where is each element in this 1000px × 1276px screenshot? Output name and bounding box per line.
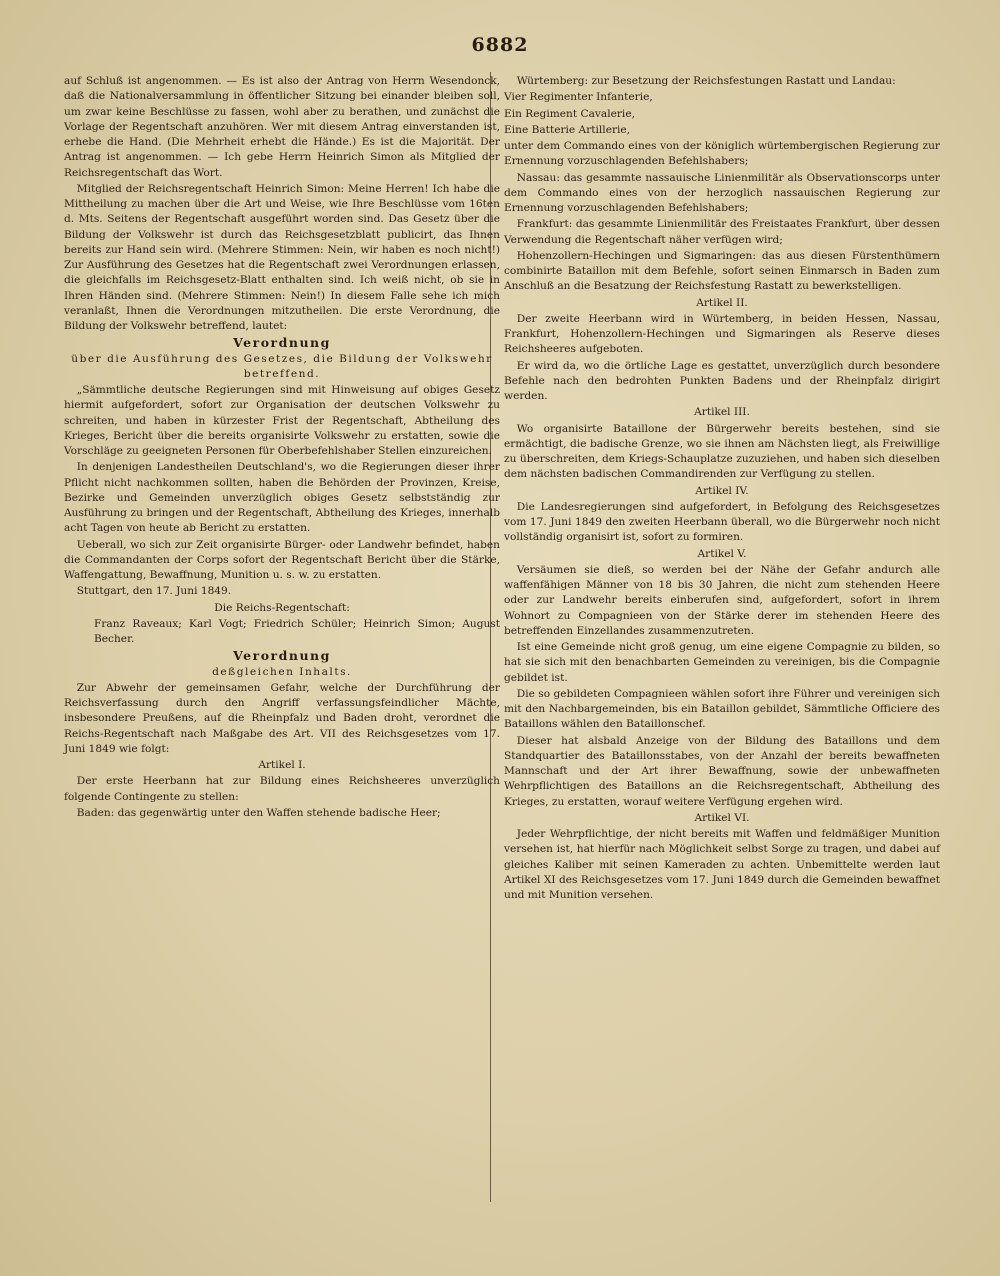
list-item: Vier Regimenter Infanterie,: [504, 91, 653, 104]
left-column: [64, 74, 500, 822]
paragraph: Nassau: das gesammte nassauische Linienmilitär als Observationscorps unter dem Commando eines von der herzoglich nassauischen Regierung zur Ernennung vorzuschlagenden Befehlshabers;: [504, 171, 940, 214]
paragraph: Dieser hat alsbald Anzeige von der Bildung des Bataillons und dem Standquartier des Bataillonsstabes, von der Anzahl der bereits bewaffneten Mannschaft und der Art ihrer Bewaffnung, sowie der unbewaffneten Wehrpflichtigen des Bataillons an die Reichsregentschaft, Abtheilung des Krieges, zu erstatten, worauf weitere Verfügung ergehen wird.: [504, 734, 940, 808]
article-heading: Artikel II.: [696, 296, 748, 309]
article-heading: Artikel V.: [697, 547, 747, 560]
paragraph: Hohenzollern-Hechingen und Sigmaringen: das aus diesen Fürstenthümern combinirte Bataillon mit dem Befehle, sofort seinen Einmarsch in Baden zum Anschluß an die Besatzung der Reichsfestung Rastatt zu bewerkstelligen.: [504, 249, 940, 293]
page-number: 6882: [471, 34, 529, 56]
paragraph: Jeder Wehrpflichtige, der nicht bereits mit Waffen und feldmäßiger Munition versehen ist, hat hierfür nach Möglichkeit selbst Sorge zu tragen, und dabei auf gleiches Kaliber mit seinen Kameraden zu achten. Unbemittelte werden laut Artikel XI des Reichsgesetzes vom 17. Juni 1849 durch die Gemeinden bewaffnet und mit Munition versehen.: [504, 828, 940, 901]
section-subtitle: deßgleichen Inhalts.: [212, 665, 352, 678]
paragraph: Ist eine Gemeinde nicht groß genug, um eine eigene Compagnie zu bilden, so hat sie sich mit den benachbarten Gemeinden zu vereinigen, bis die Compagnie gebildet ist.: [504, 641, 940, 684]
article-heading: Artikel IV.: [695, 484, 749, 497]
section-subtitle: über die Ausführung des Gesetzes, die Bildung der Volkswehr betreffend.: [71, 352, 493, 380]
paragraph: Die so gebildeten Compagnieen wählen sofort ihre Führer und vereinigen sich mit den Nachbargemeinden, bis ein Bataillon gebildet, Sämmtliche Officiere des Bataillons wählen den Bataillonschef.: [504, 687, 940, 731]
speaker-paragraph: Mitglied der Reichsregentschaft Heinrich Simon: Meine Herren! Ich habe die Mittheilung zu machen über die Art und Weise, wie Ihre Beschlüsse vom 16ten d. Mts. Seitens der Regentschaft ausgeführt worden sind. Das Gesetz über die Bildung der Volkswehr ist durch das Reichsgesetzblatt publicirt, das Ihnen bereits zur Hand sein wird. (Mehrere Stimmen: Nein, wir haben es noch nicht!) Zur Ausführung des Gesetzes hat die Regentschaft zwei Verordnungen erlassen, die gleichfalls im Reichsgesetz-Blatt enthalten sind. Ich weiß nicht, ob sie in Ihren Händen sind. (Mehrere Stimmen: Nein!) In diesem Falle sehe ich mich veranlaßt, Ihnen die Verordnungen mitzutheilen. Die erste Verordnung, die Bildung der Volkswehr betreffend, lautet:: [64, 182, 500, 332]
article-heading: Artikel VI.: [694, 811, 750, 824]
paragraph: Der zweite Heerbann wird in Würtemberg, in beiden Hessen, Nassau, Frankfurt, Hohenzollern-Hechingen und Sigmaringen als Reserve dieses Reichsheeres aufgeboten.: [504, 312, 940, 356]
paragraph: In denjenigen Landestheilen Deutschland's, wo die Regierungen dieser ihrer Pflicht nicht nachkommen sollten, haben die Behörden der Provinzen, Kreise, Bezirke und Gemeinden unverzüglich obiges Gesetz selbstständig zur Ausführung zu bringen und der Regentschaft, Abtheilung des Krieges, innerhalb acht Tagen von heute ab Bericht zu erstatten.: [64, 461, 500, 535]
section-heading: Verordnung: [233, 335, 331, 351]
paragraph: Zur Abwehr der gemeinsamen Gefahr, welche der Durchführung der Reichsverfassung durch den Angriff verfassungsfeindlicher Mächte, insbesondere Preußens, auf die Rheinpfalz und Baden droht, verordnet die Reichs-Regentschaft nach Maßgabe des Art. VII des Reichsgesetzes vom 17. Juni 1849 wie folgt:: [64, 681, 500, 755]
paragraph: Die Landesregierungen sind aufgefordert, in Befolgung des Reichsgesetzes vom 17. Juni 1849 den zweiten Heerbann überall, wo die Bürgerwehr noch nicht vollständig organisirt ist, sofort zu formiren.: [504, 500, 940, 544]
paragraph: Ueberall, wo sich zur Zeit organisirte Bürger- oder Landwehr befindet, haben die Commandanten der Corps sofort der Regentschaft Bericht über die Stärke, Waffengattung, Bewaffnung, Munition u. s. w. zu erstatten.: [64, 538, 500, 581]
paragraph: „Sämmtliche deutsche Regierungen sind mit Hinweisung auf obiges Gesetz hiermit aufgefordert, sofort zur Organisation der deutschen Volkswehr zu schreiten, und haben in kürzester Frist der Regentschaft, Abtheilung des Krieges, Bericht über die bereits organisirte Volkswehr zu erstatten, sowie die Vorschläge zu geeigneten Personen für Oberbefehlshaber Stellen einzureichen.: [64, 384, 500, 457]
section-heading: Verordnung: [233, 648, 331, 664]
paragraph: Wo organisirte Bataillone der Bürgerwehr bereits bestehen, sind sie ermächtigt, die badische Grenze, wo sie ihnen am Nächsten liegt, als Freiwillige zu überschreiten, dem Kriegs-Schauplatze zuzuziehen, und haben sich dieselben dem nächsten badischen Commandirenden zur Verfügung zu stellen.: [504, 422, 940, 481]
paragraph: Würtemberg: zur Besetzung der Reichsfestungen Rastatt und Landau:: [516, 75, 896, 87]
paragraph: Er wird da, wo die örtliche Lage es gestattet, unverzüglich durch besondere Befehle nach den bedrohten Punkten Badens und der Rheinpfalz dirigirt werden.: [504, 359, 940, 402]
signature-title: Die Reichs-Regentschaft:: [214, 601, 350, 614]
paragraph: unter dem Commando eines von der königlich würtembergischen Regierung zur Ernennung vorzuschlagenden Befehlshabers;: [504, 140, 940, 168]
list-item: Eine Batterie Artillerie,: [504, 123, 631, 136]
paragraph: Der erste Heerbann hat zur Bildung eines Reichsheeres unverzüglich folgende Contingente zu stellen:: [64, 775, 500, 803]
article-heading: Artikel III.: [694, 406, 750, 419]
paragraph: Stuttgart, den 17. Juni 1849.: [76, 585, 232, 598]
paragraph: Versäumen sie dieß, so werden bei der Nähe der Gefahr andurch alle waffenfähigen Männer von 18 bis 30 Jahren, die nicht zum stehenden Heere oder zur Landwehr bereits einberufen sind, aufgefordert, sofort in ihrem Wohnort zu Compagnieen von der Stärke derer im stehenden Heere des betreffenden Einzellandes zusammenzutreten.: [504, 563, 940, 637]
paragraph: Frankfurt: das gesammte Linienmilitär des Freistaates Frankfurt, über dessen Verwendung die Regentschaft näher verfügen wird;: [504, 218, 940, 246]
article-heading: Artikel I.: [258, 759, 306, 771]
right-column: [504, 74, 940, 904]
list-item: Ein Regiment Cavalerie,: [504, 107, 635, 120]
signature-names: Franz Raveaux; Karl Vogt; Friedrich Schüler; Heinrich Simon; August Becher.: [94, 617, 500, 645]
paragraph: Baden: das gegenwärtig unter den Waffen stehende badische Heer;: [76, 806, 441, 819]
paragraph: auf Schluß ist angenommen. — Es ist also der Antrag von Herrn Wesendonck, daß die Nationalversammlung in öffentlicher Sitzung bei einander bleiben soll, um zwar keine Beschlüsse zu fassen, wohl aber zu berathen, und zunächst die Vorlage der Regentschaft anzuhören. Wer mit diesem Antrag einverstanden ist, erhebe die Hand. (Die Mehrheit erhebt die Hände.) Es ist die Majorität. Der Antrag ist angenommen. — Ich gebe Herrn Heinrich Simon als Mitglied der Reichsregentschaft das Wort.: [64, 75, 500, 179]
